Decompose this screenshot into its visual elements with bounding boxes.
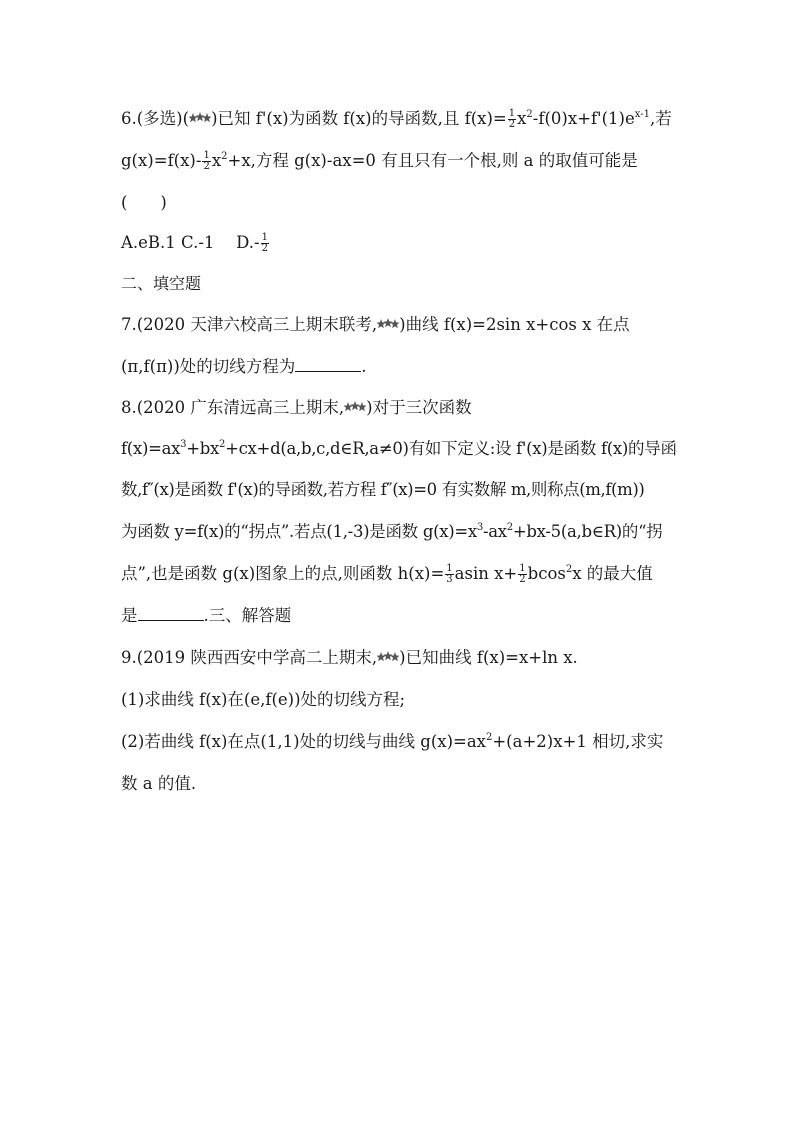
q6-line-2 bbox=[121, 150, 638, 172]
q8-text: )对于三次函数 bbox=[366, 398, 472, 417]
superscript: 2 bbox=[565, 564, 573, 575]
difficulty-stars-icon bbox=[377, 648, 399, 670]
q6-text: +x,方程 g(x)-ax=0 有且只有一个根,则 a 的取值可能是 bbox=[227, 151, 638, 170]
fraction-denominator: 2 bbox=[519, 574, 526, 585]
fraction bbox=[445, 564, 453, 585]
q8-line-5 bbox=[121, 563, 653, 585]
fraction-numerator: 1 bbox=[508, 108, 516, 119]
superscript: 2 bbox=[526, 109, 533, 120]
q9-text: +(a+2)x+1 相切,求实 bbox=[492, 732, 664, 751]
fraction bbox=[508, 109, 516, 130]
q8-text: -ax bbox=[482, 522, 507, 541]
q8-text: x 的最大值 bbox=[572, 564, 653, 583]
q8-text: 为函数 y=f(x)的“拐点”.若点(1,-3)是函数 g(x)=x bbox=[121, 522, 477, 541]
q8-text: +bx-5(a,b∈R)的“拐 bbox=[512, 522, 663, 541]
section-heading-fill-in: 二、填空题 bbox=[121, 274, 202, 293]
q9-part-2 bbox=[121, 731, 663, 753]
q8-line-4 bbox=[121, 521, 662, 543]
superscript: 2 bbox=[506, 522, 513, 533]
answer-blank[interactable] bbox=[138, 606, 204, 621]
q6-text: )已知 f'(x)为函数 f(x)的导函数,且 f(x)= bbox=[211, 109, 507, 128]
q6-answer-paren: ( ) bbox=[121, 193, 167, 212]
superscript: 3 bbox=[476, 522, 483, 533]
fraction-denominator: 2 bbox=[261, 243, 268, 254]
q7-text: (π,f(π))处的切线方程为 bbox=[121, 357, 296, 376]
q6-text: x bbox=[517, 109, 527, 128]
difficulty-stars-icon bbox=[377, 315, 399, 337]
answer-blank[interactable] bbox=[295, 357, 361, 372]
q8-text: asin x+ bbox=[454, 564, 518, 583]
fraction-numerator: 1 bbox=[203, 150, 210, 161]
q9-line-4: 数 a 的值. bbox=[121, 774, 197, 793]
fraction bbox=[202, 151, 210, 172]
fraction bbox=[518, 564, 526, 585]
q7-text: 7.(2020 天津六校高三上期末联考, bbox=[121, 315, 378, 334]
fraction-denominator: 2 bbox=[508, 119, 516, 130]
superscript: 2 bbox=[219, 439, 226, 450]
q7-line-1 bbox=[121, 314, 630, 337]
q8-text: 8.(2020 广东清远高三上期末, bbox=[121, 398, 345, 417]
q8-text: 是 bbox=[121, 606, 138, 625]
fraction-numerator: 1 bbox=[519, 563, 526, 574]
q8-text: +cx+d(a,b,c,d∈R,a≠0)有如下定义:设 f'(x)是函数 f(x)的导函 bbox=[225, 439, 677, 458]
q8-text: +bx bbox=[186, 439, 220, 458]
q6-text: -f(0)x+f'(1)e bbox=[532, 109, 635, 128]
difficulty-stars-icon bbox=[344, 398, 366, 420]
superscript: 3 bbox=[180, 439, 187, 450]
q6-text: ,若 bbox=[649, 109, 672, 128]
q8-text: f(x)=ax bbox=[121, 439, 181, 458]
q6-options bbox=[121, 232, 270, 254]
q6-line-1 bbox=[121, 108, 672, 131]
fraction-denominator: 3 bbox=[446, 574, 453, 585]
q9-text: )已知曲线 f(x)=x+ln x. bbox=[399, 648, 578, 667]
fraction bbox=[261, 233, 269, 254]
q6-text: x bbox=[211, 151, 222, 170]
q8-text: bcos bbox=[527, 564, 566, 583]
q6-options-text: A.eB.1 C.-1 D.- bbox=[121, 233, 260, 252]
q8-text: 点”,也是函数 g(x)图象上的点,则函数 h(x)= bbox=[121, 564, 445, 583]
q6-text: 6.(多选)( bbox=[121, 109, 190, 128]
q7-line-2 bbox=[121, 356, 367, 378]
q9-text: (2)若曲线 f(x)在点(1,1)处的切线与曲线 g(x)=ax bbox=[121, 732, 486, 751]
superscript: 2 bbox=[485, 732, 493, 743]
q7-text: . bbox=[361, 357, 367, 376]
q9-text: 9.(2019 陕西西安中学高二上期末, bbox=[121, 648, 378, 667]
q7-text: )曲线 f(x)=2sin x+cos x 在点 bbox=[399, 315, 630, 334]
q9-line-1 bbox=[121, 647, 578, 670]
superscript: 2 bbox=[221, 151, 228, 162]
superscript: x-1 bbox=[634, 109, 650, 120]
q6-text: g(x)=f(x)- bbox=[121, 151, 202, 170]
fraction-numerator: 1 bbox=[446, 563, 453, 574]
fraction-numerator: 1 bbox=[261, 232, 268, 243]
q8-line-3: 数,f″(x)是函数 f'(x)的导函数,若方程 f″(x)=0 有实数解 m,则称点(m,f(m)) bbox=[121, 480, 645, 499]
q9-part-1: (1)求曲线 f(x)在(e,f(e))处的切线方程; bbox=[121, 690, 406, 709]
q8-line-1 bbox=[121, 397, 472, 420]
q8-line-6 bbox=[121, 605, 291, 627]
fraction-denominator: 2 bbox=[203, 161, 210, 172]
section-heading-answer: .三、解答题 bbox=[203, 606, 292, 625]
difficulty-stars-icon bbox=[189, 109, 211, 131]
q8-line-2 bbox=[121, 438, 677, 460]
